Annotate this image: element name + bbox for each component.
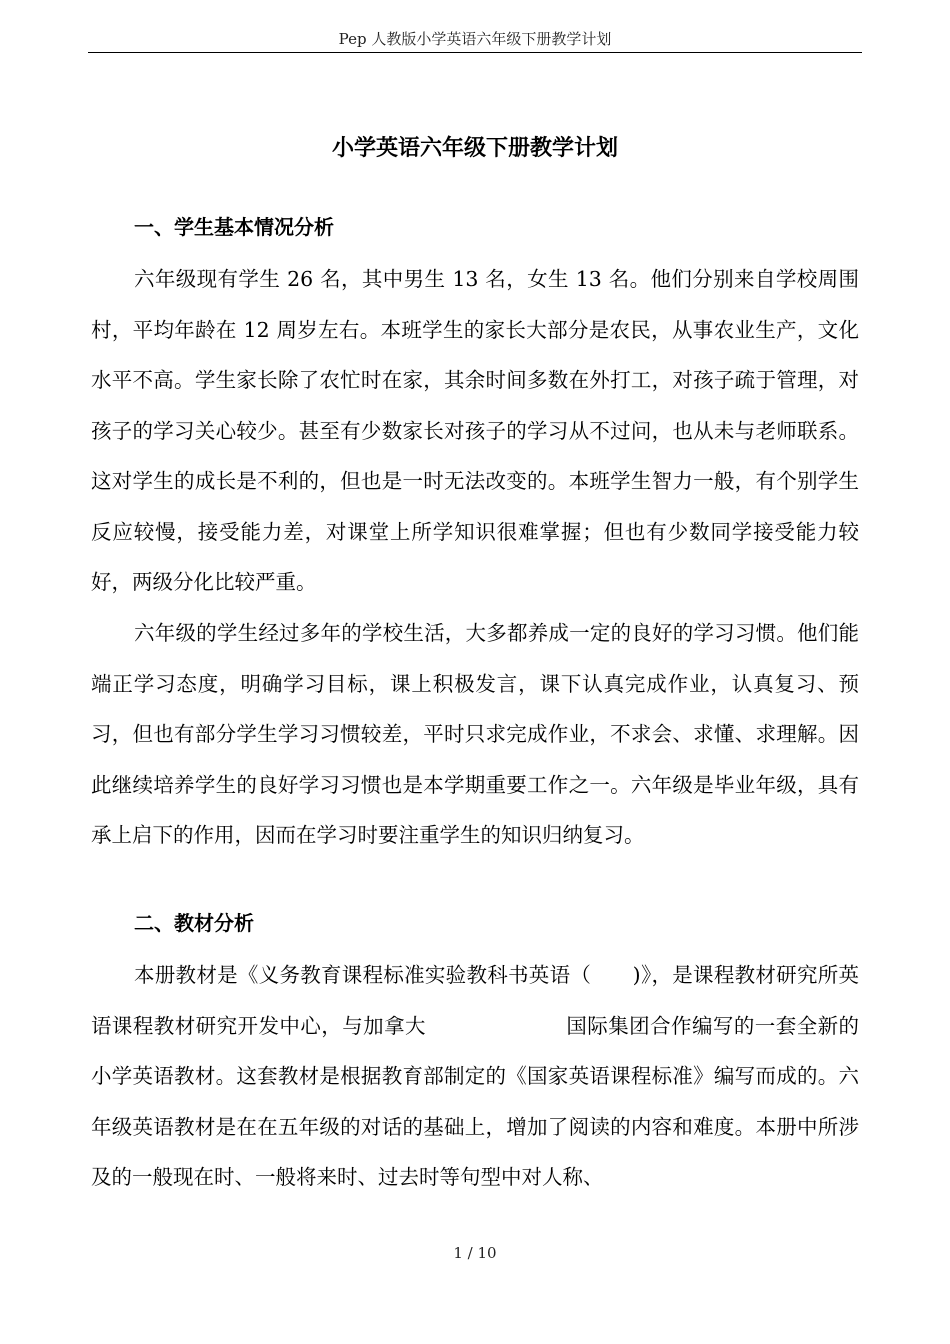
paragraph-3 [91,950,859,1203]
running-header: Pep 人教版小学英语六年级下册教学计划 [338,30,612,48]
section-heading-1: 一、学生基本情况分析 [134,215,334,239]
paragraph-2: 六年级的学生经过多年的学校生活，大多都养成一定的良好的学习习惯。他们能端正学习态度，明确学习目标，课上积极发言，课下认真完成作业，认真复习、预习，但也有部分学生学习习惯较差，平时只求完成作业，不求会、求懂、求理解。因此继续培养学生的良好学习习惯也是本学期重要工作之一。六年级是毕业年级，具有承上启下的作用，因而在学习时要注重学生的知识归纳复习。 [91,621,859,847]
paragraph-3-part-2: 国际集团合作编写的一套全新的小学英语教材。这套教材是根据教育部制定的《国家英语课程标准》编写而成的。六年级英语教材是在在五年级的对话的基础上，增加了阅读的内容和难度。本册中所涉及的一般现在时、一般将来时、过去时等句型中对人称、 [91,1013,860,1189]
header-rule [88,52,862,53]
section-heading-2: 二、教材分析 [134,911,254,935]
paragraph-3-part-1: 本册教材是《义务教育课程标准实验教科书英语（ )》，是课程教材研究所英语课程教材研究开发中心，与加拿大 [91,963,859,1038]
document-title: 小学英语六年级下册教学计划 [331,136,618,161]
page-number: 1 / 10 [453,1244,497,1262]
paragraph-1: 六年级现有学生 26 名，其中男生 13 名，女生 13 名。他们分别来自学校周围村，平均年龄在 12 周岁左右。本班学生的家长大部分是农民，从事农业生产，文化水平不高。学生家长除了农忙时在家，其余时间多数在外打工，对孩子疏于管理，对孩子的学习关心较少。甚至有少数家长对孩子的学习从不过问，也从未与老师联系。这对学生的成长是不利的，但也是一时无法改变的。本班学生智力一般，有个别学生反应较慢，接受能力差，对课堂上所学知识很难掌握；但也有少数同学接受能力较好，两级分化比较严重。 [91,267,859,594]
